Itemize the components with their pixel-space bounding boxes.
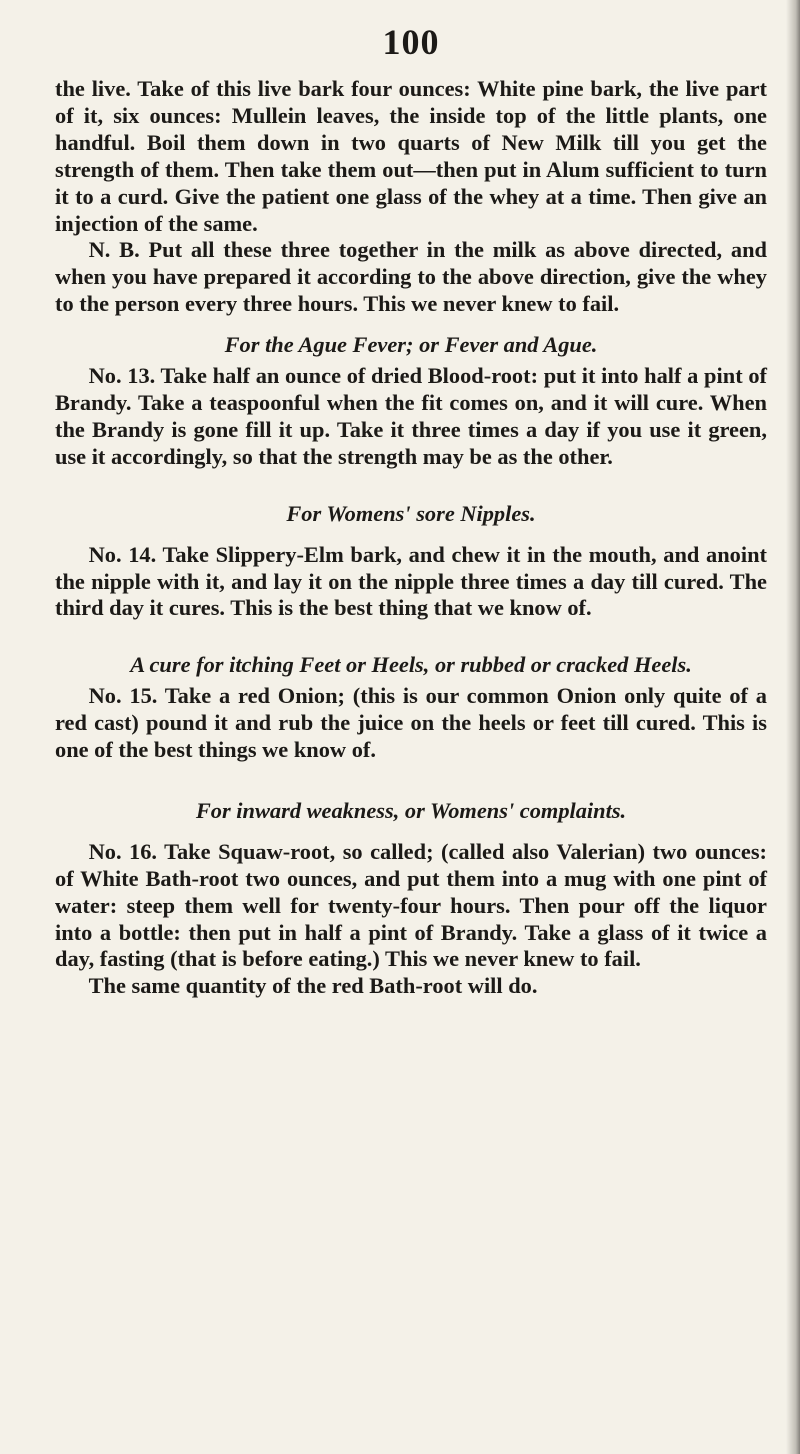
- recipe-16-text: No. 16. Take Squaw-root, so called; (called also Valerian) two ounces: of White Bath-root two ounces, and put them into a mug with one pint of water: steep them well for twenty-four hours. Then pour off the liquor into a bottle: then put in half a pint of Brandy. Take a glass of it twice a day, fasting (that is before eating.) This we never knew to fail.: [55, 838, 767, 972]
- spacer: [55, 528, 767, 542]
- recipe-heading-heels: A cure for itching Feet or Heels, or rubbed or cracked Heels.: [130, 652, 692, 678]
- recipe-heading-nipples: For Womens' sore Nipples.: [286, 500, 536, 526]
- page-number: 100: [382, 22, 440, 62]
- recipe-14-text: No. 14. Take Slippery-Elm bark, and chew it in the mouth, and anoint the nipple with it, and lay it on the nipple three times a day till cured. The third day it cures. This is the best thing that we know of.: [55, 541, 767, 621]
- recipe-heading-ague: For the Ague Fever; or Fever and Ague.: [224, 332, 598, 358]
- recipe-16-note: The same quantity of the red Bath-root will do.: [88, 973, 538, 999]
- recipe-13-text: No. 13. Take half an ounce of dried Blood-root: put it into half a pint of Brandy. Take a teaspoonful when the fit comes on, and it will cure. When the Brandy is gone fill it up. Take it three times a day if you use it green, use it accordingly, so that the strength may be as the other.: [55, 363, 767, 469]
- spacer: [55, 471, 767, 501]
- recipe-15-text: No. 15. Take a red Onion; (this is our common Onion only quite of a red cast) pound it and rub the juice on the heels or feet till cured. This is one of the best things we know of.: [55, 683, 767, 763]
- recipe-heading-weakness: For inward weakness, or Womens' complaints.: [195, 797, 627, 823]
- book-page: [55, 14, 767, 1000]
- paragraph-continuation: the live. Take of this live bark four ounces: White pine bark, the live part of it, six ounces: Mullein leaves, the inside top of the little plants, one handful. Boil them down in two quarts of New Milk till you get the strength of them. Then take them out—then put in Alum sufficient to turn it to a curd. Give the patient one glass of the whey at a time. Then give an injection of the same.: [55, 76, 767, 236]
- paragraph-nota-bene: N. B. Put all these three together in the milk as above directed, and when you have prepared it according to the above direction, give the whey to the person every three hours. This we never knew to fail.: [55, 237, 767, 317]
- spacer: [55, 622, 767, 652]
- page-edge-shadow: [786, 0, 800, 1454]
- spacer: [55, 318, 767, 332]
- spacer: [55, 825, 767, 839]
- spacer: [55, 764, 767, 798]
